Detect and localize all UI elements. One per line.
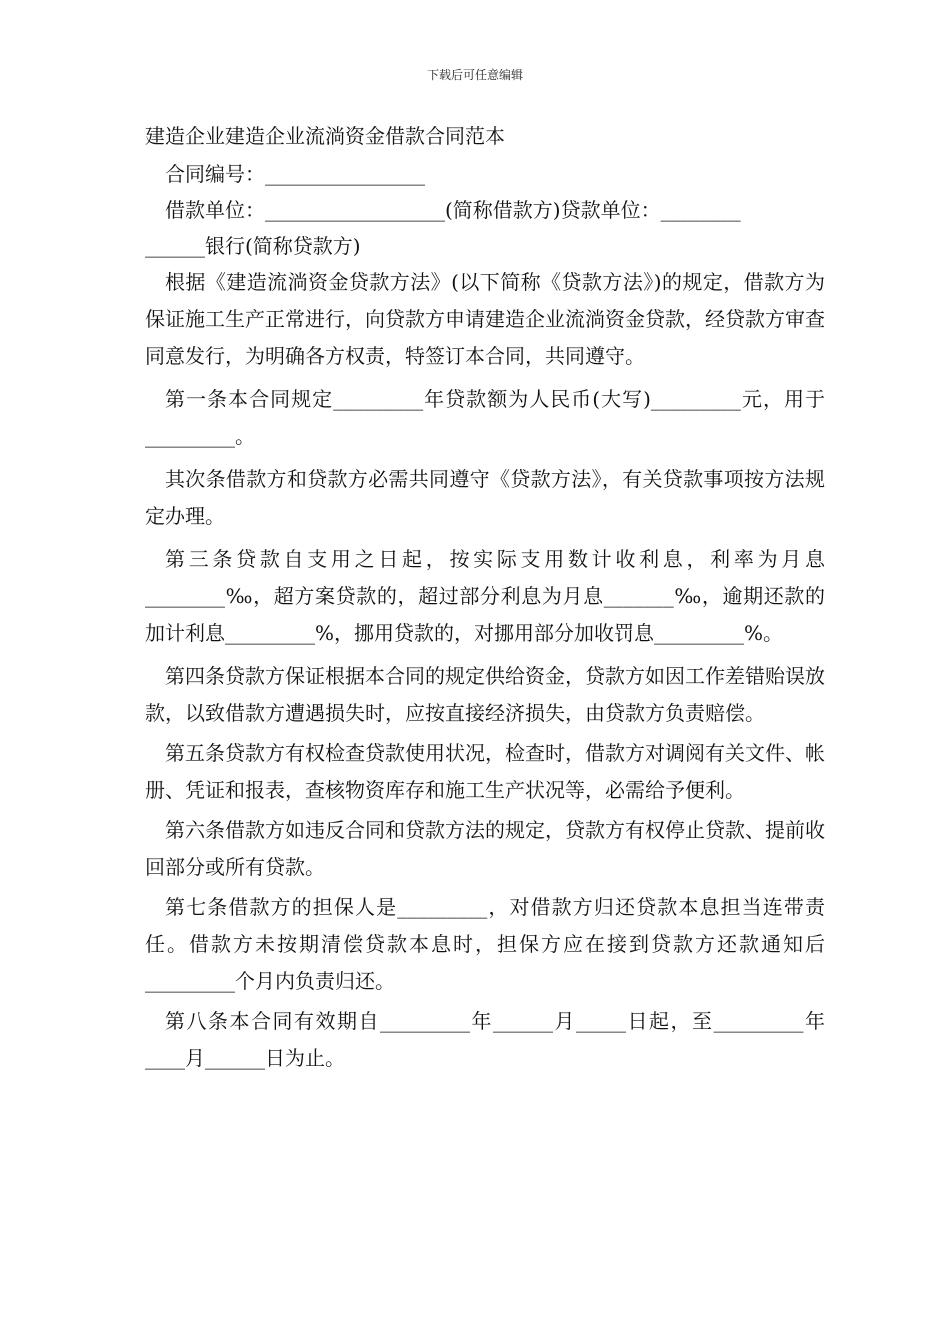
document-title: 建造企业建造企业流淌资金借款合同范本 [145,124,505,148]
article-4: 第四条贷款方保证根据本合同的规定供给资金，贷款方如因工作差错贻误放款，以致借款方遭遇损失时，应按直接经济损失，由贷款方负责赔偿。 [145,664,825,725]
article-8: 第八条本合同有效期自_________年______月_____日起，至_________年____月______日为止。 [145,1009,825,1070]
contract-number-line: 合同编号：________________ [165,162,425,186]
page-header: 下载后可任意编辑 [426,68,523,82]
article-7: 第七条借款方的担保人是_________，对借款方归还贷款本息担当连带责任。借款方未按期清偿贷款本息时，担保方应在接到贷款方还款通知后_________个月内负责归还。 [145,895,825,993]
parties-line-1: 借款单位：__________________(简称借款方)贷款单位：________ [165,198,741,222]
article-2: 其次条借款方和贷款方必需共同遵守《贷款方法》，有关贷款事项按方法规定办理。 [145,467,825,528]
article-1: 第一条本合同规定_________年贷款额为人民币(大写)_________元，用于_________。 [145,387,825,448]
article-3: 第三条贷款自支用之日起，按实际支用数计收利息，利率为月息________‰，超方案贷款的，超过部分利息为月息_______‰，逾期还款的加计利息_________%，挪用贷款的，对挪用部分加收罚息_________%。 [145,547,825,645]
article-5: 第五条贷款方有权检查贷款使用状况，检查时，借款方对调阅有关文件、帐册、凭证和报表，查核物资库存和施工生产状况等，必需给予便利。 [145,741,825,802]
article-6: 第六条借款方如违反合同和贷款方法的规定，贷款方有权停止贷款、提前收回部分或所有贷款。 [145,818,825,879]
contract-document [145,118,825,1080]
preamble-paragraph: 根据《建造流淌资金贷款方法》(以下简称《贷款方法》)的规定，借款方为保证施工生产正常进行，向贷款方申请建造企业流淌资金贷款，经贷款方审查同意发行，为明确各方权责，特签订本合同，共同遵守。 [145,270,825,368]
parties-line-2: ______银行(简称贷款方) [145,234,361,258]
